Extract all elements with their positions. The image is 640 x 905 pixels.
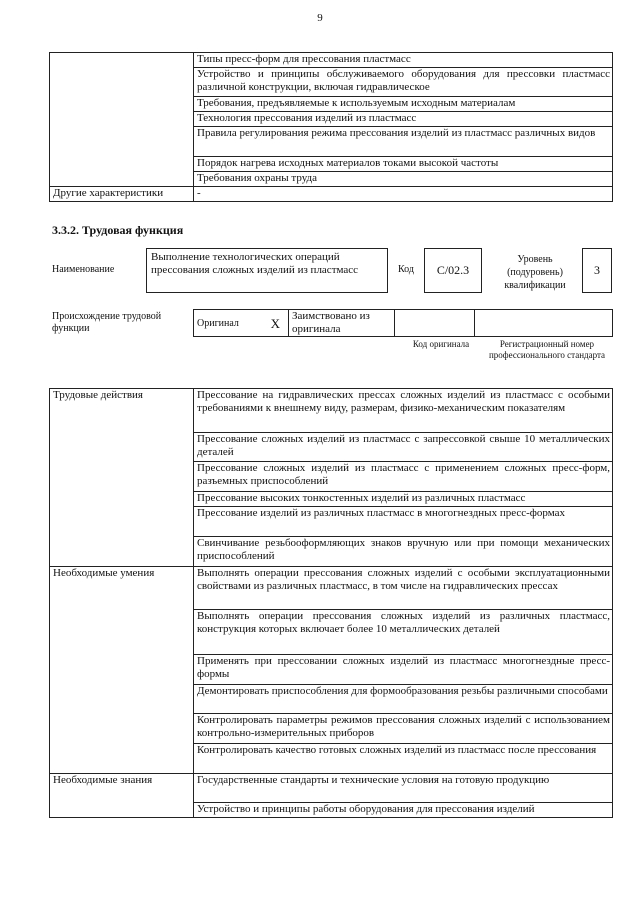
action-item: Свинчивание резьбооформляющих знаков вручную или при помощи механических приспособлений	[194, 537, 613, 567]
knowledge-label: Необходимые знания	[50, 774, 194, 818]
other-characteristics-value: -	[194, 187, 613, 202]
origin-table	[193, 309, 613, 337]
function-name-value: Выполнение технологических операций прессования сложных изделий из пластмасс	[151, 251, 359, 276]
knowledge-item: Требования охраны труда	[194, 172, 613, 187]
action-item: Прессование сложных изделий из пластмасс с запрессовкой свыше 10 металлических деталей	[194, 433, 613, 462]
registration-number-cell	[475, 310, 613, 337]
knowledge-item: Порядок нагрева исходных материалов токами высокой частоты	[194, 157, 613, 172]
knowledge-item: Устройство и принципы работы оборудования для прессования изделий	[194, 803, 613, 818]
action-item: Прессование на гидравлических прессах сложных изделий из пластмасс с особыми требованиями к внешнему виду, размерам, физико-механическим показателям	[194, 389, 613, 433]
origin-label: Происхождение трудовой функции	[52, 311, 162, 334]
action-item: Прессование сложных изделий из пластмасс с применением сложных пресс-форм, разъемных приспособлений	[194, 462, 613, 492]
original-code-cell	[395, 310, 475, 337]
skill-item: Выполнять операции прессования сложных изделий с особыми эксплуатационными свойствами из различных пластмасс, в том числе на гидравлических прессах	[194, 567, 613, 610]
function-name-box	[146, 248, 388, 293]
labor-function-table	[49, 388, 613, 818]
level-label: Уровень (подуровень) квалификации	[504, 254, 566, 291]
knowledge-item: Устройство и принципы обслуживаемого оборудования для прессовки пластмасс различной конструкции, включая гидравлическое	[194, 68, 613, 97]
action-item: Прессование высоких тонкостенных изделий из различных пластмасс	[194, 492, 613, 507]
top-characteristics-table	[49, 52, 613, 202]
original-cell	[194, 310, 289, 337]
name-label: Наименование	[52, 264, 115, 275]
registration-caption: Регистрационный номер профессионального стандарта	[488, 339, 606, 360]
skill-item: Применять при прессовании сложных изделий из пластмасс многогнездные пресс-формы	[194, 655, 613, 685]
skill-item: Демонтировать приспособления для формообразования резьбы различными способами	[194, 685, 613, 714]
other-characteristics-label: Другие характеристики	[50, 187, 194, 202]
actions-label: Трудовые действия	[50, 389, 194, 567]
code-box	[424, 248, 482, 293]
level-value: 3	[594, 263, 600, 277]
empty-label-cell	[50, 53, 194, 187]
skills-label: Необходимые умения	[50, 567, 194, 774]
code-label: Код	[398, 264, 414, 275]
knowledge-item: Государственные стандарты и технические условия на готовую продукцию	[194, 774, 613, 803]
page-number: 9	[317, 12, 323, 24]
skill-item: Контролировать качество готовых сложных изделий из пластмасс после прессования	[194, 744, 613, 774]
skill-item: Выполнять операции прессования сложных изделий из различных пластмасс, конструкция которых включает более 10 металлических деталей	[194, 610, 613, 655]
borrowed-label: Заимствовано из оригинала	[289, 310, 395, 337]
original-label: Оригинал	[197, 317, 239, 329]
original-mark: X	[270, 315, 280, 331]
code-value: C/02.3	[436, 263, 470, 277]
level-box	[582, 248, 612, 293]
action-item: Прессование изделий из различных пластмасс в многогнездных пресс-формах	[194, 507, 613, 537]
knowledge-item: Требования, предъявляемые к используемым исходным материалам	[194, 97, 613, 112]
section-title: 3.3.2. Трудовая функция	[52, 223, 184, 237]
knowledge-item: Типы пресс-форм для прессования пластмасс	[194, 53, 613, 68]
knowledge-item: Правила регулирования режима прессования изделий из пластмасс различных видов	[194, 127, 613, 157]
code-caption: Код оригинала	[412, 339, 470, 349]
skill-item: Контролировать параметры режимов прессования сложных изделий с использованием контрольно-измерительных приборов	[194, 714, 613, 744]
knowledge-item: Технология прессования изделий из пластмасс	[194, 112, 613, 127]
